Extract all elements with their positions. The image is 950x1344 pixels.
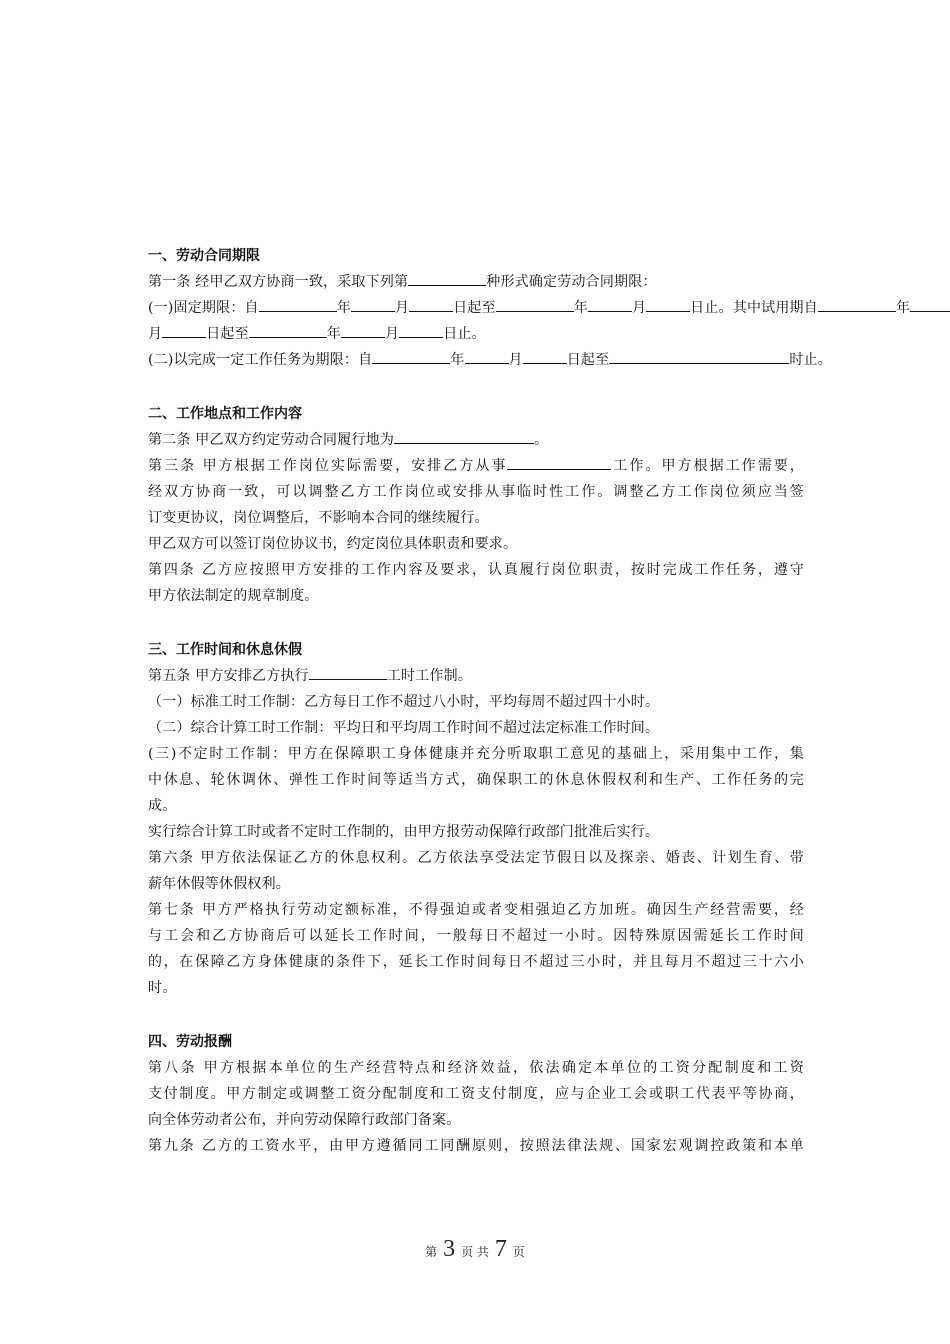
article-8-line-1: 第八条 甲方根据本单位的生产经营特点和经济效益，依法确定本单位的工资分配制度和工资 <box>148 1060 804 1076</box>
section-heading-work-place: 二、工作地点和工作内容 <box>148 406 302 422</box>
article-3-line-4: 甲乙双方可以签订岗位协议书，约定岗位具体职责和要求。 <box>148 536 518 552</box>
text: 月 <box>508 352 523 368</box>
article-5-line-5: 中休息、轮休调休、弹性工作时间等适当方式，确保职工的休息休假权利和生产、工作任务的完 <box>148 772 804 788</box>
text: (二)以完成一定工作任务为期限：自 <box>148 352 373 368</box>
text: 日起至 <box>206 326 249 342</box>
text: 月 <box>148 326 163 342</box>
blank-field-task-month[interactable] <box>465 348 509 364</box>
article-8-line-2: 支付制度。甲方制定或调整工资分配制度和工资支付制度，应与企业工会或职工代表平等协商， <box>148 1086 804 1102</box>
probation-line <box>148 321 804 347</box>
blank-field-probation-month[interactable] <box>910 296 950 312</box>
section-heading-remuneration: 四、劳动报酬 <box>148 1034 232 1050</box>
text: 日止。 <box>443 326 486 342</box>
fixed-term-line <box>148 295 911 321</box>
text: 年 <box>573 300 588 316</box>
blank-field-start-year[interactable] <box>259 296 337 312</box>
article-3-line-3: 订变更协议，岗位调整后，不影响本合同的继续履行。 <box>148 510 489 526</box>
footer-suffix: 页 <box>512 1245 525 1259</box>
article-6-line-2: 薪年休假等休假权利。 <box>148 876 290 892</box>
task-term-line <box>148 347 832 373</box>
article-3-line-1 <box>148 453 804 479</box>
blank-field-work-hour-system[interactable] <box>309 664 387 680</box>
blank-field-work-location[interactable] <box>394 428 534 444</box>
text: 第二条 甲乙双方约定劳动合同履行地为 <box>148 432 395 448</box>
text: 月 <box>394 300 410 316</box>
text: 日止。其中试用期自 <box>690 300 818 316</box>
blank-field-probation-day[interactable] <box>162 322 206 338</box>
blank-field-probation-end-month[interactable] <box>341 322 385 338</box>
article-2-line <box>148 427 804 453</box>
blank-field-probation-end-day[interactable] <box>399 322 443 338</box>
blank-field-end-month[interactable] <box>588 296 632 312</box>
article-4-line-1: 第四条 乙方应按照甲方安排的工作内容及要求，认真履行岗位职责，按时完成工作任务，遵守 <box>148 562 804 578</box>
article-5-line-2: （一）标准工时工作制：乙方每日工作不超过八小时，平均每周不超过四十小时。 <box>148 694 660 710</box>
text: 第三条 甲方根据工作岗位实际需要，安排乙方从事 <box>148 458 508 474</box>
blank-field-end-day[interactable] <box>646 296 690 312</box>
article-5-line-4: (三)不定时工作制：甲方在保障职工身体健康并充分听取职工意见的基础上，采用集中工作，集 <box>148 746 804 762</box>
article-6-line-1: 第六条 甲方依法保证乙方的休息权利。乙方依法享受法定节假日以及探亲、婚丧、计划生育、带 <box>148 850 804 866</box>
current-page-number: 3 <box>443 1236 456 1262</box>
blank-field-start-month[interactable] <box>351 296 395 312</box>
article-7-line-3: 的，在保障乙方身体健康的条件下，延长工作时间每日不超过三小时，并且每月不超过三十六小 <box>148 954 804 970</box>
text: 月 <box>631 300 647 316</box>
article-7-line-2: 与工会和乙方协商后可以延长工作时间，一般每日不超过一小时。因特殊原因需延长工作时间 <box>148 928 804 944</box>
article-3-line-2: 经双方协商一致，可以调整乙方工作岗位或安排从事临时性工作。调整乙方工作岗位须应当签 <box>148 484 804 500</box>
text: 年 <box>326 326 342 342</box>
section-heading-contract-term: 一、劳动合同期限 <box>148 248 260 264</box>
text: 第五条 甲方安排乙方执行 <box>148 668 309 684</box>
text: 年 <box>450 352 465 368</box>
text: 年 <box>895 300 911 316</box>
text: 工作。甲方根据工作需要， <box>611 458 804 474</box>
article-9-line-1: 第九条 乙方的工资水平，由甲方遵循同工同酬原则，按照法律法规、国家宏观调控政策和本单 <box>148 1138 804 1154</box>
text: 第一条 经甲乙双方协商一致，采取下列第 <box>148 274 409 290</box>
blank-field-start-day[interactable] <box>409 296 453 312</box>
blank-field-job[interactable] <box>507 454 611 470</box>
blank-field-end-year[interactable] <box>496 296 574 312</box>
blank-field-task-day[interactable] <box>523 348 567 364</box>
section-heading-work-hours: 三、工作时间和休息休假 <box>148 642 302 658</box>
blank-field-probation-end-year[interactable] <box>249 322 327 338</box>
document-page <box>148 243 911 1159</box>
footer-prefix: 第 <box>425 1245 438 1259</box>
blank-field-task-end[interactable] <box>609 348 789 364</box>
article-4-line-2: 甲方依法制定的规章制度。 <box>148 588 319 604</box>
text: 工时工作制。 <box>386 668 473 684</box>
text: 时止。 <box>789 352 832 368</box>
text: 种形式确定劳动合同期限： <box>486 274 657 290</box>
article-1-line <box>148 269 804 295</box>
article-8-line-3: 向全体劳动者公布，并向劳动保障行政部门备案。 <box>148 1112 461 1128</box>
article-5-line-6: 成。 <box>148 798 177 814</box>
text: 。 <box>534 432 549 448</box>
footer-middle: 页 共 <box>461 1245 489 1259</box>
article-7-line-1: 第七条 甲方严格执行劳动定额标准，不得强迫或者变相强迫乙方加班。确因生产经营需要，经 <box>148 902 804 918</box>
blank-field-task-year[interactable] <box>372 348 450 364</box>
article-5-line-3: （二）综合计算工时工作制：平均日和平均周工作时间不超过法定标准工作时间。 <box>148 720 660 736</box>
blank-field-probation-year[interactable] <box>818 296 896 312</box>
blank-field-form[interactable] <box>408 270 486 286</box>
article-7-line-4: 时。 <box>148 980 177 996</box>
article-5-line-7: 实行综合计算工时或者不定时工作制的，由甲方报劳动保障行政部门批准后实行。 <box>148 824 660 840</box>
page-footer <box>0 1236 950 1263</box>
total-pages-number: 7 <box>494 1236 507 1262</box>
text: 月 <box>385 326 400 342</box>
text: (一)固定期限：自 <box>148 300 259 316</box>
article-5-line-1 <box>148 663 804 689</box>
text: 日起至 <box>566 352 610 368</box>
text: 日起至 <box>453 300 496 316</box>
text: 年 <box>336 300 351 316</box>
